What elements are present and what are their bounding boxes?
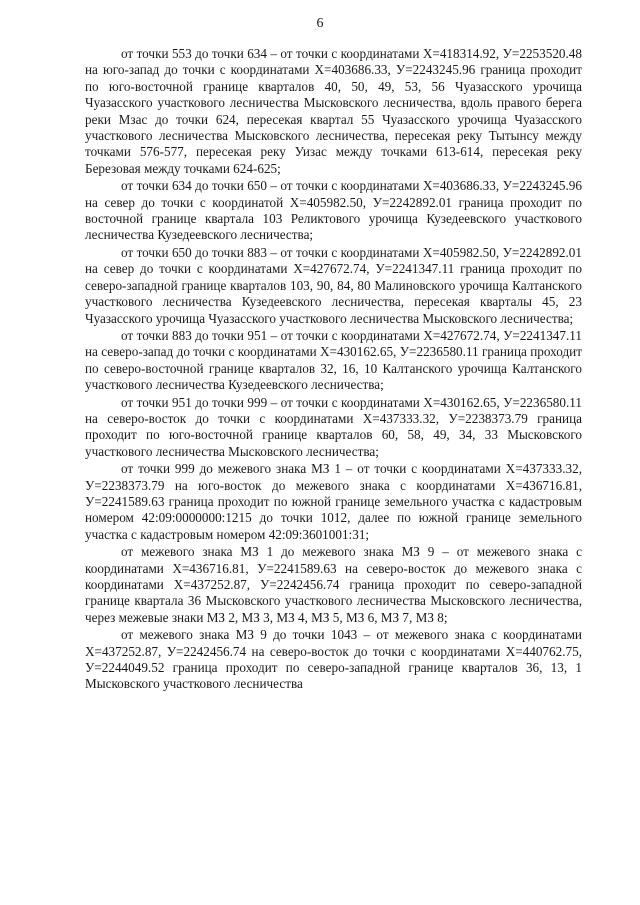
- paragraph-999-mz1: от точки 999 до межевого знака МЗ 1 – от точки с координатами X=437333.32, У=2238373.79 на юго-восток до межевого знака с координатами X=436716.81, У=2241589.63 граница проходит по южной границе земельного участка с кадастровым номером 42:09:0000000:1215 до точки 1012, далее по южной границе земельного участка с кадастровым номером 42:09:3601001:31;: [85, 461, 582, 542]
- page-number: 6: [316, 16, 324, 31]
- document-body: [85, 46, 582, 693]
- paragraph-883-951: от точки 883 до точки 951 – от точки с координатами X=427672.74, У=2241347.11 на северо-запад до точки с координатами X=430162.65, У=2236580.11 граница проходит по северо-восточной границе кварталов 32, 16, 10 Калтанского урочища Калтанского участкового лесничества Кузедеевского лесничества;: [85, 327, 582, 393]
- paragraph-mz9-1043: от межевого знака МЗ 9 до точки 1043 – от межевого знака с координатами X=437252.87, У=2242456.74 на северо-восток до точки с координатами X=440762.75, У=2244049.52 граница проходит по северо-западной границе кварталов 36, 13, 1 Мысковского участкового лесничества: [85, 627, 582, 692]
- paragraph-951-999: от точки 951 до точки 999 – от точки с координатами X=430162.65, У=2236580.11 на северо-восток до точки с координатами X=437333.32, У=2238373.79 граница проходит по юго-восточной границе кварталов 60, 58, 49, 34, 33 Мысковского участкового лесничества Мысковского лесничества;: [85, 394, 582, 459]
- paragraph-650-883: от точки 650 до точки 883 – от точки с координатами X=405982.50, У=2242892.01 на север до точки с координатами X=427672.74, У=2241347.11 граница проходит по северо-западной границе кварталов 103, 90, 84, 80 Малиновского урочища Калтанского участкового лесничества Кузедеевского лесничества, пересекая кварталы 45, 23 Чуазасского урочища Чуазасского участкового лесничества Мысковского лесничества;: [85, 244, 582, 326]
- paragraph-mz1-mz9: от межевого знака МЗ 1 до межевого знака МЗ 9 – от межевого знака с координатами X=436716.81, У=2241589.63 на северо-восток до межевого знака с координатами X=437252.87, У=2242456.74 граница проходит по северо-западной границе квартала 36 Мысковского участкового лесничества Мысковского лесничества, через межевые знаки МЗ 2, МЗ 3, МЗ 4, МЗ 5, МЗ 6, МЗ 7, МЗ 8;: [85, 544, 582, 625]
- paragraph-553-634: от точки 553 до точки 634 – от точки с координатами X=418314.92, У=2253520.48 на юго-запад до точки с координатами X=403686.33, У=2243245.96 граница проходит по юго-восточной границе кварталов 40, 50, 49, 53, 56 Чуазасского урочища Чуазасского участкового лесничества Мысковского лесничества, вдоль правого берега реки Мзас до точки 624, пересекая квартал 55 Чуазасского урочища Чуазасского участкового лесничества Мысковского лесничества, пересекая реку Тытынсу между точками 576-577, пересекая реку Уизас между точками 613-614, пересекая реку Березовая между точками 624-625;: [85, 46, 582, 176]
- paragraph-634-650: от точки 634 до точки 650 – от точки с координатами X=403686.33, У=2243245.96 на север до точки с координатой X=405982.50, У=2242892.01 граница проходит по восточной границе квартала 103 Реликтового урочища Кузедеевского участкового лесничества Кузедеевского лесничества;: [85, 178, 582, 243]
